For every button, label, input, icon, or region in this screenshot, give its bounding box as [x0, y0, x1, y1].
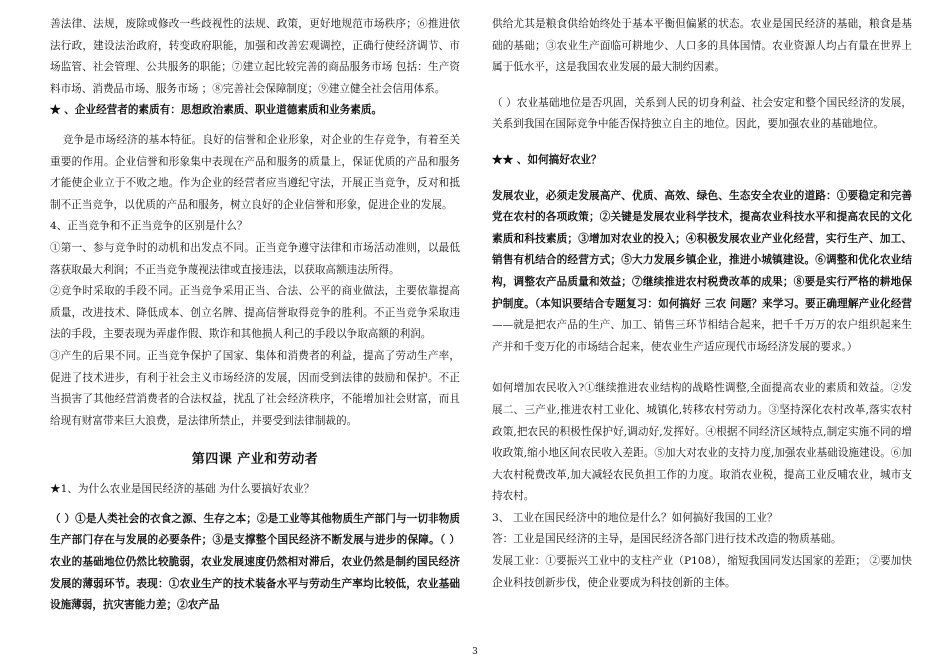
paragraph-competition: 竞争是市场经济的基本特征。良好的信誉和企业形象，对企业的生存竞争，有着至关重要的作用。企业信誉和形象集中表现在产品和服务的质量上，保证优质的产品和服务才能使企业立于不败之地。作为企业的经营者应当遵纪守法，开展正当竞争，反对和抵制不正当竞争，以优质的产品和服务，树立良好的企业信誉和形象，促进企业的发展。: [50, 133, 460, 211]
spacer: [492, 172, 912, 186]
left-column: [50, 14, 460, 617]
spacer: [492, 136, 912, 150]
paragraph-industry-answer: 答：工业是国民经济的主导，是国民经济各部门进行技术改造的物质基础。: [492, 533, 842, 546]
lesson-title: 第四课 产业和劳动者: [191, 452, 319, 468]
develop-agriculture-bold-text: 发展农业，必须走发展高产、优质、高效、绿色、生态安全农业的道路：①要稳定和完善党在农村的各项政策；②关键是发展农业科学技术，提高农业科技水平和提高农民的文化素质和科技素质；③增加对农业的投入；④积极发展农业产业化经营，实行生产、加工、销售有机结合的经营方式；⑤大力发展乡镇企业，推进小城镇建设。⑥调整和优化农业结构，调整农产品质量和效益；⑦继续推进农村税费改革的成果；⑧要是实行严格的耕地保护制度。（本知识要结合专题复习：如何搞好 三农 问题？来学习。要正确理解产业化经营: [492, 189, 912, 310]
develop-agriculture-normal-text: ——就是把农产品的生产、加工、销售三环节相结合起来，把千千万万的农户组织起来生产并和千变万化的市场结合起来，使农业生产适应现代市场经济发展的要求。）: [492, 319, 912, 353]
paragraph-manager-qualities: ★ 、企业经营者的素质有：思想政治素质、职业道德素质和业务素质。: [50, 104, 383, 117]
paragraph-difference-means: ②竞争时采取的手段不同。正当竞争采用正当、合法、公平的商业做法，主要依靠提高质量，改进技术、降低成本、创立名牌、提高信誉取得竞争的胜利。不正当竞争采取违法的手段，主要表现为弄虚作假、欺诈和其他损人利己的手段以争取高额的利润。: [50, 285, 460, 341]
paragraph-develop-agriculture: [492, 186, 912, 359]
spacer: [50, 501, 460, 509]
spacer: [492, 79, 912, 93]
paragraph-market-order: 善法律、法规，废除或修改一些歧视性的法规、政策，更好地规范市场秩序；⑥推进依法行政，建设法治政府，转变政府职能，加强和改善宏观调控，正确行使经济调节、市场监管、社会管理、公共服务的职能；⑦建立起比较完善的商品服务市场 包括：生产资料市场、消费品市场、服务市场 ；⑧完善社会保障制度；⑨建立健全社会信用体系。: [50, 18, 460, 95]
spacer: [492, 358, 912, 378]
question-how-develop-agriculture: ★★ 、如何搞好农业？: [492, 153, 602, 166]
page-number: 3: [472, 647, 478, 657]
paragraph-difference-motive: ①第一、参与竞争时的动机和出发点不同。正当竞争遵守法律和市场活动准则，以最低落获取最大利润；不正当竞争蔑视法律或直接违法，以获取高额违法所得。: [50, 241, 460, 276]
right-column: [492, 14, 912, 594]
paragraph-develop-industry: 发展工业：①要振兴工业中的支柱产业（P108），缩短我国同发达国家的差距； ②要加快企业科技创新步伐，使企业要成为科技创新的主体。: [492, 555, 912, 589]
paragraph-agriculture-basis: （ ）①是人类社会的衣食之源、生存之本；②是工业等其他物质生产部门与一切非物质生产部门存在与发展的必要条件；③是支撑整个国民经济不断发展与进步的保障。（ ）农业的基础地位仍然比较脆弱，农业发展速度仍然相对滞后，农业仍然是制约国民经济发展的薄弱环节。表现：①农业生产的技术装备水平与劳动生产率均比较低，农业基础设施薄弱，抗灾害能力差；②农产品: [50, 512, 460, 612]
spacer: [50, 122, 460, 130]
paragraph-difference-result: ③产生的后果不同。正当竞争保护了国家、集体和消费者的利益，提高了劳动生产率，促进了技术进步，有利于社会主义市场经济的发展，因而受到法律的鼓励和保护。不正当损害了其他经营消费者的合法权益，扰乱了社会经济秩序，不能增加社会财富，而且给现有财富带来巨大浪费，是法律所禁止，并要受到法律制裁的。: [50, 349, 460, 427]
question-industry-role: 3、 工业在国民经济中的地位是什么？如何搞好我国的工业？: [492, 511, 778, 524]
question-agriculture-basis: ★1、为什么农业是国民经济的基础 为什么要搞好农业？: [50, 483, 315, 496]
question-competition-difference: 4、正当竞争和不正当竞争的区别是什么？: [50, 220, 248, 233]
paragraph-agriculture-importance: （ ）农业基础地位是否巩固，关系到人民的切身利益、社会安定和整个国民经济的发展，关系到我国在国际竞争中能否保持独立自主的地位。因此，要加强农业的基础地位。: [492, 96, 912, 131]
paragraph-farmer-income: 如何增加农民收入?①继续推进农业结构的战略性调整,全面提高农业的素质和效益。②发展二、三产业,推进农村工业化、城镇化,转移农村劳动力。③坚持深化农村改革,落实农村政策,把农民的积极性保护好,调动好,发挥好。④根据不同经济区域特点,制定实施不同的增收政策,缩小地区间农民收入差距。⑤加大对农业的支持力度,加强农业基础设施建设。⑥加大农村税费改革,加大减轻农民负担工作的力度。取消农业税，提高工业反哺农业，城市支持农村。: [492, 382, 912, 503]
paragraph-agriculture-supply: 供给尤其是粮食供给始终处于基本平衡但偏紧的状态。农业是国民经济的基础，粮食是基础的基础；③农业生产面临可耕地少、人口多的具体国情。农业资源人均占有量在世界上属于低水平，这是我国农业发展的最大制约因素。: [492, 18, 912, 74]
